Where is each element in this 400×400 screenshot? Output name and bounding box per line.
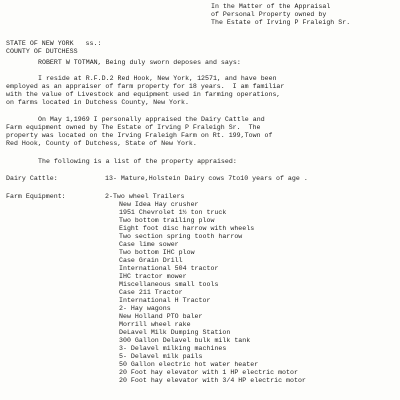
paragraph-2-line-3: property was located on the Irving Fraleigh Farm on Rt. 199,Town of — [6, 132, 273, 139]
venue-county: COUNTY OF DUTCHESS — [6, 48, 78, 55]
equipment-item: Eight foot disc harrow with wheels — [119, 225, 255, 232]
equipment-item: 3- Delavel milking machines — [119, 345, 227, 352]
matter-line-3: The Estate of Irving P Fraleigh Sr. — [211, 19, 351, 26]
equipment-item: Morrill wheel rake — [119, 321, 191, 328]
equipment-item: New Idea Hay crusher — [119, 201, 199, 208]
equipment-item: Two bottom trailing plow — [119, 217, 215, 224]
equipment-item: 300 Gallon Delavel bulk milk tank — [119, 337, 251, 344]
equipment-item: IHC tractor mower — [119, 273, 187, 280]
paragraph-2-line-2: Farm equipment owned by The Estate of Irving P Fraleigh Sr. The — [6, 124, 261, 131]
equipment-item: 5- Delavel milk pails — [119, 353, 203, 360]
equipment-item: 2- Hay wagons — [119, 305, 171, 312]
venue-state: STATE OF NEW YORK ss.: — [6, 40, 102, 47]
matter-line-2: of Personal Property owned by — [211, 11, 327, 18]
equipment-item: DeLavel Milk Dumping Station — [119, 329, 231, 336]
equipment-item: Two bottom IHC plow — [119, 249, 195, 256]
equipment-item: Case lime sower — [119, 241, 179, 248]
equipment-item: Case Grain Drill — [119, 257, 183, 264]
paragraph-2-line-4: Red Hook, County of Dutchess, State of New York. — [6, 140, 197, 147]
dairy-value: 13- Mature,Holstein Dairy cows 7to10 years of age . — [105, 175, 308, 182]
equipment-item: 20 Foot hay elevator with 3/4 HP electric motor — [119, 377, 306, 384]
paragraph-2-line-1: On May 1,1969 I personally appraised the Dairy Cattle and — [38, 116, 265, 123]
dairy-label: Dairy Cattle: — [6, 175, 58, 182]
equipment-item: International H Tractor — [119, 297, 211, 304]
equipment-item: Miscellaneous small tools — [119, 281, 219, 288]
equipment-item: International 504 tractor — [119, 265, 219, 272]
sworn-statement: ROBERT W TOTMAN, Being duly sworn deposes and says: — [38, 59, 241, 66]
equipment-item: 50 Gallon electric hot water heater — [119, 361, 259, 368]
equipment-item: New Holland PTO baler — [119, 313, 203, 320]
farm-label: Farm Equipment: — [6, 193, 66, 200]
list-intro: The following is a list of the property appraised: — [38, 158, 237, 165]
paragraph-1-line-1: I reside at R.F.D.2 Red Hook, New York, 12571, and have been — [38, 75, 277, 82]
equipment-item: 20 Foot hay elevator with 1 HP electric motor — [119, 369, 298, 376]
equipment-item: 2-Two wheel Trailers — [105, 193, 185, 200]
paragraph-1-line-2: employed as an appraiser of farm property for 18 years. I am familiar — [6, 83, 285, 90]
equipment-item: Case 211 Tractor — [119, 289, 183, 296]
equipment-item: Two section spring tooth harrow — [119, 233, 243, 240]
equipment-item: 1951 Chevrolet 1½ ton truck — [119, 209, 227, 216]
paragraph-1-line-3: with the value of Livestock and equipment used in farming operations, — [6, 91, 281, 98]
paragraph-1-line-4: on farms located in Dutchess County, New York. — [6, 99, 189, 106]
matter-line-1: In the Matter of the Appraisal — [211, 3, 331, 10]
